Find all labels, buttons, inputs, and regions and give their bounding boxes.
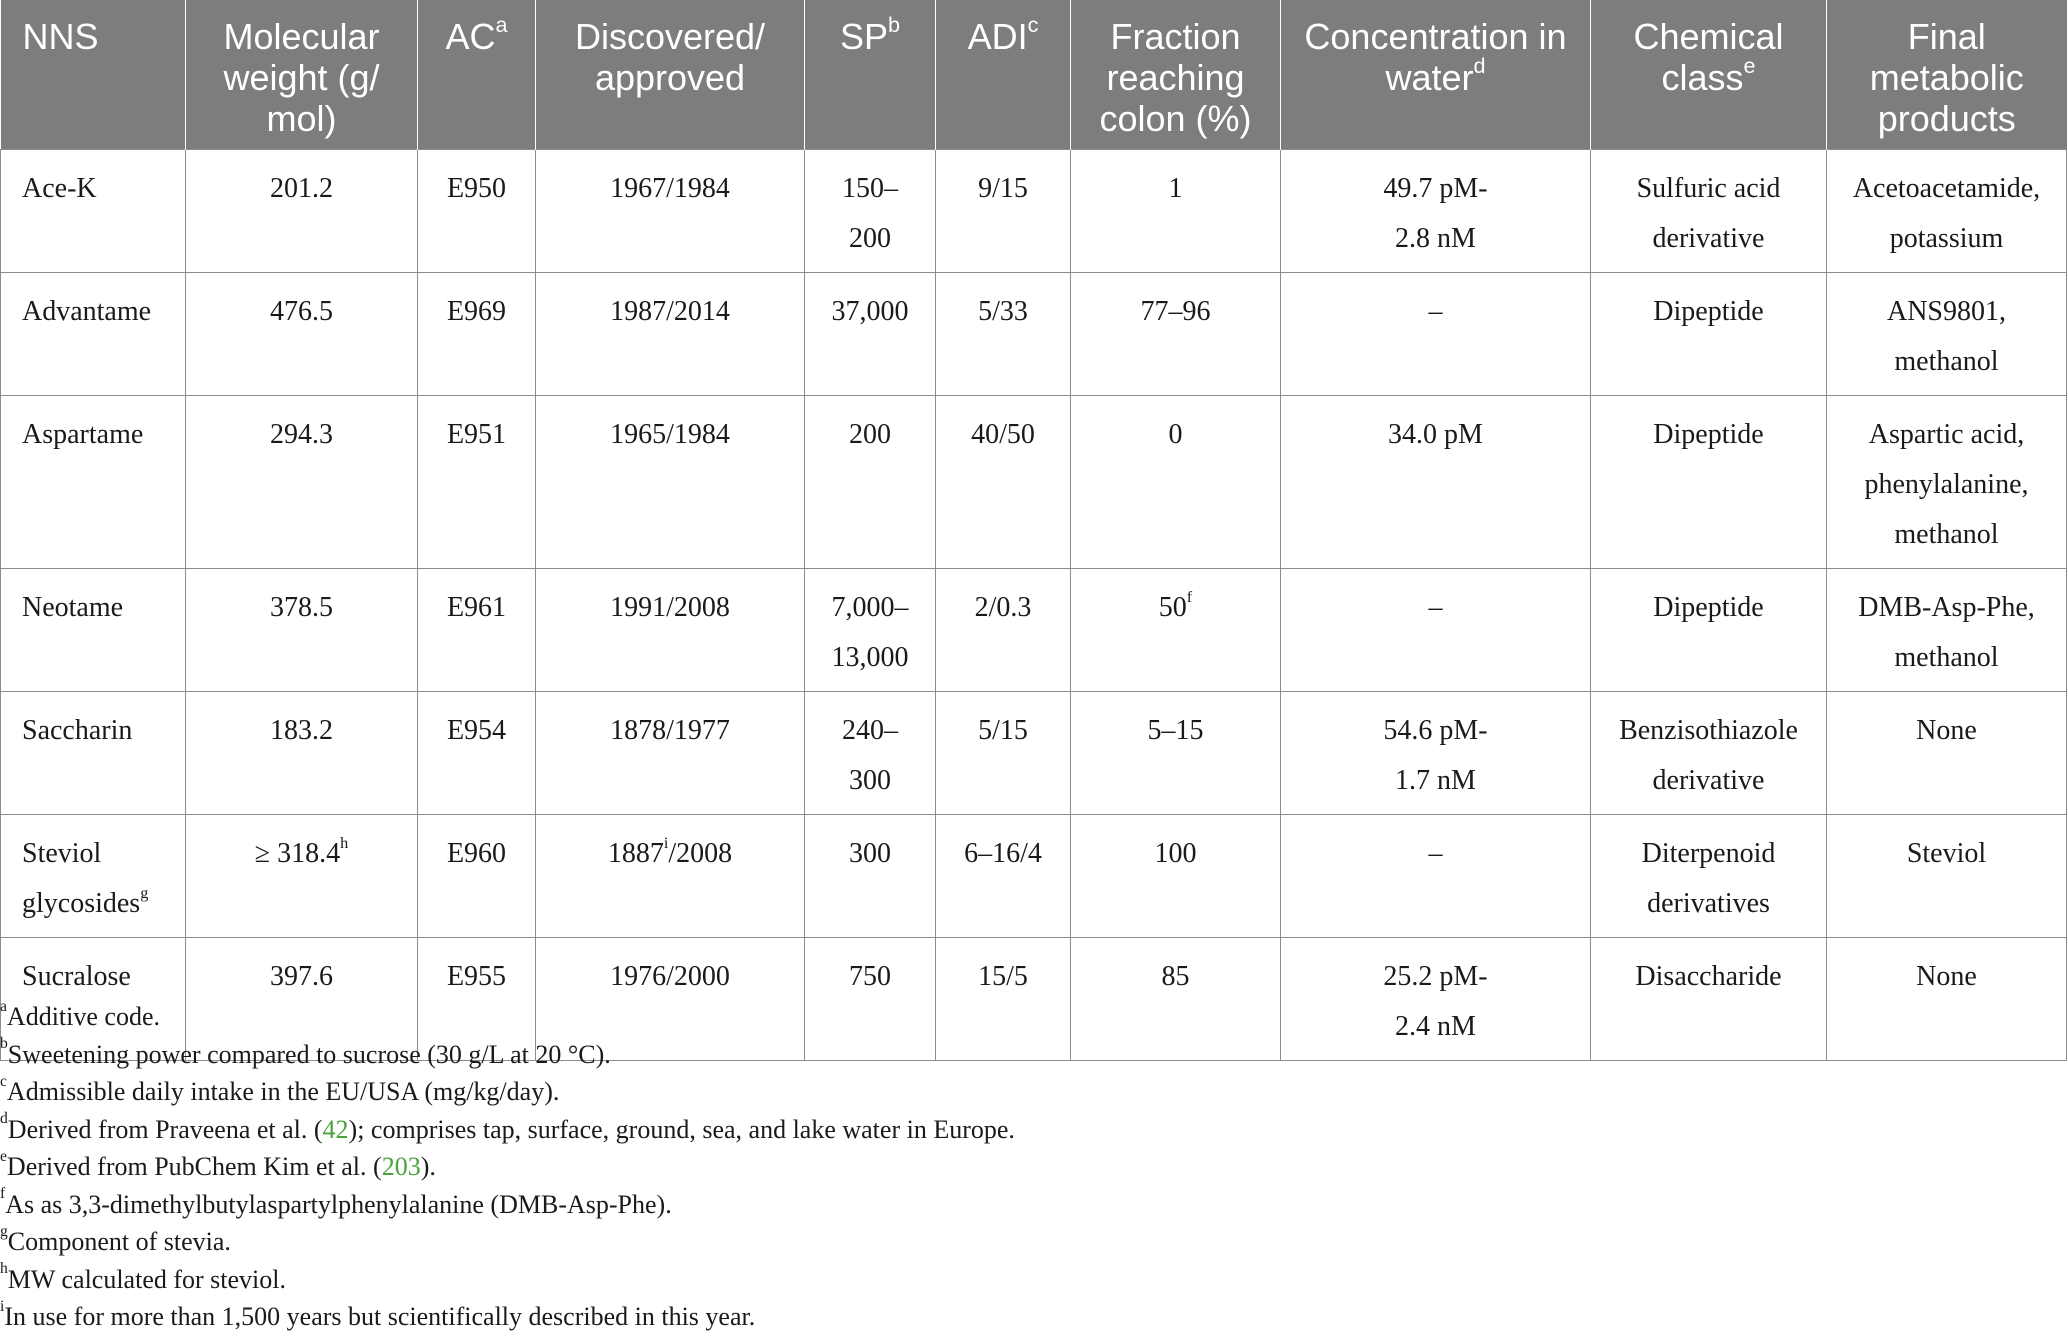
cell-fraction-colon (1071, 938, 1281, 1061)
footnote-text: ); comprises tap, surface, ground, sea, and lake water in Europe. (348, 1114, 1015, 1144)
cell-ac (418, 692, 536, 815)
header-text: ADI (967, 16, 1028, 57)
header-sup: c (1027, 11, 1039, 37)
cell-concentration-water (1281, 273, 1591, 396)
cell-sp (805, 569, 936, 692)
footnote-text: Additive code. (6, 1002, 160, 1031)
cell-fraction-colon (1071, 396, 1281, 569)
cell-text: 476.5 (270, 296, 333, 327)
header-adi (936, 0, 1071, 150)
table-row (1, 273, 2067, 396)
cell-ac (418, 396, 536, 569)
cell-sp (805, 150, 936, 273)
header-sup: b (888, 11, 901, 37)
cell-text: 1984 (673, 419, 730, 450)
cell-ac (418, 150, 536, 273)
cell-text: 2014 (673, 296, 730, 327)
header-text: Chemical class (1633, 16, 1784, 98)
cell-text: None (1916, 715, 1977, 746)
table-row (1, 150, 2067, 273)
cell-adi (936, 273, 1071, 396)
cell-concentration-water (1281, 692, 1591, 815)
footnote-mark: d (0, 1110, 8, 1128)
cell-text: 1991 (610, 592, 667, 623)
header-text: AC (445, 16, 496, 57)
cell-slash: / (668, 838, 677, 869)
cell-molecular-weight (186, 692, 418, 815)
cell-concentration-water (1281, 150, 1591, 273)
cell-text: 1984 (673, 173, 730, 204)
cell-adi (936, 569, 1071, 692)
cell-text: 200 (849, 419, 891, 450)
footnote-mark: g (0, 1222, 8, 1240)
cell-sp (805, 815, 936, 938)
cell-text: Diterpenoid derivatives (1641, 838, 1776, 919)
header-text: Fraction reaching colon (%) (1099, 16, 1252, 139)
header-molecular-weight (186, 0, 418, 150)
header-row (1, 0, 2067, 150)
cell-sup: i (663, 834, 669, 853)
cell-final-products (1827, 938, 2067, 1061)
cell-molecular-weight (186, 815, 418, 938)
cell-sup: g (140, 884, 149, 903)
cell-fraction-colon (1071, 692, 1281, 815)
cell-fraction-colon (1071, 273, 1281, 396)
cell-nns (1, 150, 186, 273)
cell-text: Aspartic acid, phenylalanine, methanol (1864, 419, 2029, 550)
cell-adi (936, 150, 1071, 273)
table-row (1, 396, 2067, 569)
cell-text: Dipeptide (1653, 296, 1764, 327)
cell-sup: h (340, 834, 349, 853)
header-text: SP (839, 16, 888, 57)
footnote-text: As as 3,3-dimethylbutylaspartylphenylalanine (DMB-Asp-Phe). (5, 1189, 672, 1219)
cell-adi (936, 396, 1071, 569)
cell-chemical-class (1591, 692, 1827, 815)
cell-slash: / (666, 173, 674, 204)
cell-text: Sucralose (22, 961, 131, 992)
cell-text: 15/5 (978, 961, 1028, 992)
cell-text: 2000 (673, 961, 730, 992)
cell-slash: / (666, 715, 674, 746)
cell-discovered-approved (536, 396, 805, 569)
footnote (0, 1261, 1015, 1299)
cell-chemical-class (1591, 273, 1827, 396)
cell-text: 40/50 (971, 419, 1035, 450)
cell-text: DMB-Asp-Phe, methanol (1858, 592, 2035, 673)
header-chemical-class (1591, 0, 1827, 150)
footnote (0, 1298, 1015, 1336)
cell-text: 1887 (607, 838, 664, 869)
header-sp (805, 0, 936, 150)
cell-sup: f (1186, 588, 1193, 607)
cell-text: 100 (1154, 838, 1197, 869)
cell-text: E951 (446, 419, 507, 450)
cell-final-products (1827, 273, 2067, 396)
cell-text: 77–96 (1140, 296, 1211, 327)
cell-concentration-water (1281, 396, 1591, 569)
header-text: Discovered/ approved (574, 16, 766, 98)
footnote-text: Derived from Praveena et al. ( (7, 1114, 323, 1144)
cell-sp (805, 396, 936, 569)
footnote (0, 1111, 1015, 1149)
footnote-text: MW calculated for steviol. (7, 1264, 287, 1294)
cell-slash: / (666, 961, 674, 992)
header-text: Concentration in water (1304, 16, 1567, 98)
cell-molecular-weight (186, 396, 418, 569)
header-sup: d (1473, 52, 1486, 78)
cell-nns (1, 569, 186, 692)
cell-adi (936, 815, 1071, 938)
cell-text: Benzisothiazole derivative (1619, 715, 1798, 796)
cell-chemical-class (1591, 150, 1827, 273)
header-sup: e (1743, 52, 1756, 78)
cell-text: 54.6 pM- 1.7 nM (1383, 715, 1488, 796)
cell-text: 5/33 (978, 296, 1028, 327)
cell-slash: / (666, 296, 674, 327)
cell-text: 2008 (676, 838, 733, 869)
cell-text: 2/0.3 (974, 592, 1032, 623)
cell-text: Saccharin (22, 715, 133, 746)
footnote-mark: i (0, 1297, 5, 1315)
cell-discovered-approved (536, 815, 805, 938)
header-discovered-approved (536, 0, 805, 150)
cell-text: 750 (849, 961, 891, 992)
cell-text: 1 (1168, 173, 1183, 204)
cell-ac (418, 273, 536, 396)
cell-chemical-class (1591, 569, 1827, 692)
footnote (0, 1223, 1015, 1261)
footnote-mark: c (0, 1072, 7, 1090)
cell-text: 0 (1168, 419, 1183, 450)
cell-fraction-colon (1071, 569, 1281, 692)
cell-text: 240– 300 (842, 715, 898, 796)
cell-text: E950 (446, 173, 507, 204)
cell-final-products (1827, 396, 2067, 569)
cell-text: 1977 (673, 715, 730, 746)
cell-text: 5–15 (1147, 715, 1204, 746)
cell-text: 378.5 (270, 592, 333, 623)
footnote-text: Component of stevia. (7, 1227, 231, 1256)
footnote-mark: a (0, 997, 7, 1015)
cell-slash: / (666, 592, 674, 623)
header-text: Molecular weight (g/ mol) (223, 16, 380, 139)
cell-text: 1878 (610, 715, 667, 746)
cell-text: 150– 200 (842, 173, 898, 254)
footnote-text: Sweetening power compared to sucrose (30 g/L at 20 °C). (7, 1039, 611, 1069)
cell-nns (1, 692, 186, 815)
cell-molecular-weight (186, 150, 418, 273)
cell-final-products (1827, 569, 2067, 692)
footnote-text: ). (420, 1152, 436, 1181)
footnote-mark: e (0, 1147, 7, 1165)
cell-text: E961 (446, 592, 507, 623)
reference-link[interactable]: 203 (381, 1152, 421, 1181)
footnote-mark: b (0, 1035, 8, 1053)
cell-slash: / (666, 419, 674, 450)
table-row (1, 815, 2067, 938)
cell-text: 294.3 (270, 419, 333, 450)
cell-text: – (1428, 838, 1443, 869)
footnote-text: Derived from PubChem Kim et al. ( (6, 1152, 382, 1181)
footnote (0, 1148, 1015, 1186)
cell-text: – (1428, 592, 1443, 623)
cell-chemical-class (1591, 938, 1827, 1061)
footnote-mark: f (0, 1185, 6, 1203)
cell-text: None (1916, 961, 1977, 992)
cell-text: 85 (1161, 961, 1190, 992)
cell-discovered-approved (536, 692, 805, 815)
cell-text: 1976 (610, 961, 667, 992)
cell-text: 9/15 (978, 173, 1028, 204)
cell-nns (1, 273, 186, 396)
cell-text: 1987 (610, 296, 667, 327)
cell-discovered-approved (536, 150, 805, 273)
cell-concentration-water (1281, 815, 1591, 938)
cell-text: 1967 (610, 173, 667, 204)
cell-text: 397.6 (270, 961, 333, 992)
cell-text: E955 (446, 961, 507, 992)
cell-concentration-water (1281, 569, 1591, 692)
cell-discovered-approved (536, 569, 805, 692)
cell-text: 5/15 (978, 715, 1028, 746)
footnote-text: In use for more than 1,500 years but scientifically described in this year. (4, 1302, 756, 1331)
cell-text: 1965 (610, 419, 667, 450)
header-text: Final metabolic products (1869, 16, 2024, 139)
cell-text: Neotame (22, 592, 124, 623)
reference-link[interactable]: 42 (322, 1114, 349, 1144)
cell-text: 201.2 (270, 173, 333, 204)
cell-text: Dipeptide (1653, 419, 1764, 450)
cell-text: Steviol (1906, 838, 1987, 869)
cell-text: 37,000 (831, 296, 909, 327)
header-concentration-water (1281, 0, 1591, 150)
cell-text: – (1428, 296, 1443, 327)
table-row (1, 569, 2067, 692)
cell-text: Disaccharide (1635, 961, 1782, 992)
cell-nns (1, 815, 186, 938)
cell-text: Sulfuric acid derivative (1636, 173, 1781, 254)
cell-text: 34.0 pM (1388, 419, 1483, 450)
cell-ac (418, 569, 536, 692)
cell-text: E954 (446, 715, 507, 746)
cell-chemical-class (1591, 815, 1827, 938)
cell-text: 7,000– 13,000 (831, 592, 909, 673)
cell-text: Advantame (22, 296, 152, 327)
cell-text: Dipeptide (1653, 592, 1764, 623)
cell-nns (1, 396, 186, 569)
cell-final-products (1827, 150, 2067, 273)
cell-concentration-water (1281, 938, 1591, 1061)
cell-text: 50 (1158, 592, 1187, 623)
cell-text: Aspartame (22, 419, 144, 450)
header-sup: a (495, 11, 508, 37)
cell-text: E969 (446, 296, 507, 327)
header-text: NNS (22, 16, 99, 57)
footnote-mark: h (0, 1260, 8, 1278)
footnote (0, 998, 1015, 1036)
cell-text: 2008 (673, 592, 730, 623)
cell-molecular-weight (186, 569, 418, 692)
cell-text: ANS9801, methanol (1886, 296, 2006, 377)
cell-text: E960 (446, 838, 507, 869)
cell-discovered-approved (536, 273, 805, 396)
cell-text: Steviol glycosides (22, 838, 141, 919)
footnote-text: Admissible daily intake in the EU/USA (mg/kg/day). (6, 1077, 560, 1106)
cell-final-products (1827, 815, 2067, 938)
cell-text: 25.2 pM- 2.4 nM (1383, 961, 1488, 1042)
table-row (1, 692, 2067, 815)
header-final-products (1827, 0, 2067, 150)
cell-text: 300 (849, 838, 891, 869)
footnote (0, 1073, 1015, 1111)
cell-adi (936, 692, 1071, 815)
cell-sp (805, 692, 936, 815)
cell-sp (805, 273, 936, 396)
footnotes (0, 998, 1015, 1336)
cell-ac (418, 815, 536, 938)
cell-text: Ace-K (22, 173, 97, 204)
cell-text: Acetoacetamide, potassium (1852, 173, 2041, 254)
cell-chemical-class (1591, 396, 1827, 569)
cell-text: ≥ 318.4 (254, 838, 341, 869)
cell-text: 183.2 (270, 715, 333, 746)
header-fraction-colon (1071, 0, 1281, 150)
cell-fraction-colon (1071, 815, 1281, 938)
cell-text: 49.7 pM- 2.8 nM (1383, 173, 1488, 254)
footnote (0, 1186, 1015, 1224)
footnote (0, 1036, 1015, 1074)
cell-text: 6–16/4 (964, 838, 1042, 869)
header-ac (418, 0, 536, 150)
header-nns (1, 0, 186, 150)
cell-final-products (1827, 692, 2067, 815)
cell-molecular-weight (186, 273, 418, 396)
cell-fraction-colon (1071, 150, 1281, 273)
